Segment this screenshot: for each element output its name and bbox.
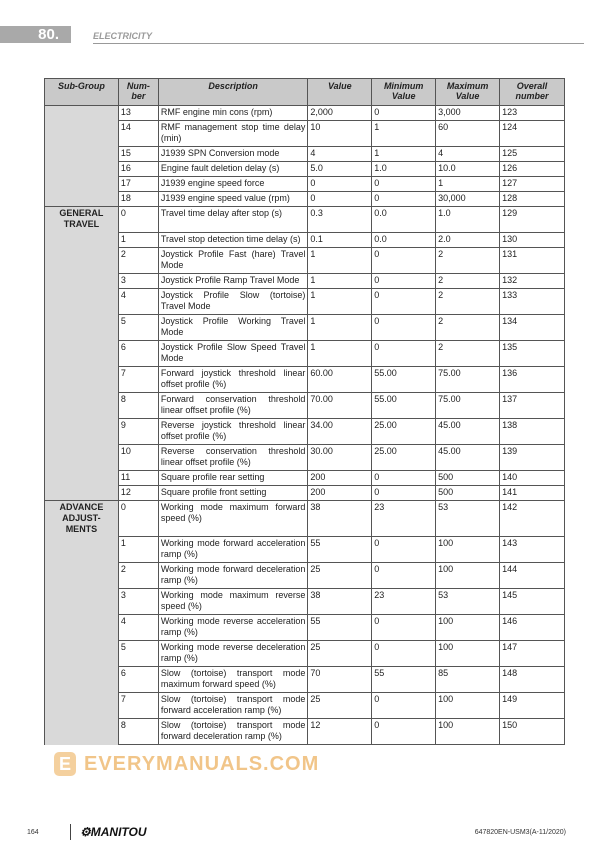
minimum-value-cell: 0 [372, 470, 436, 485]
description-cell: Reverse joystick threshold linear offset profile (%) [158, 418, 308, 444]
table-row [45, 693, 565, 719]
number-cell: 16 [118, 162, 158, 177]
number-cell: 2 [118, 247, 158, 273]
brand-gear-icon: ⚙ [80, 825, 91, 839]
description-cell: J1939 engine speed force [158, 177, 308, 192]
maximum-value-cell: 100 [436, 641, 500, 667]
description-cell: Working mode forward deceleration ramp (%) [158, 563, 308, 589]
minimum-value-cell: 55.00 [372, 392, 436, 418]
table-row [45, 485, 565, 500]
sub-group-cell [45, 147, 119, 162]
sub-group-cell [45, 392, 119, 418]
table-row [45, 340, 565, 366]
maximum-value-cell: 500 [436, 485, 500, 500]
table-row [45, 641, 565, 667]
value-cell: 25 [308, 563, 372, 589]
number-cell: 15 [118, 147, 158, 162]
maximum-value-cell: 2 [436, 288, 500, 314]
description-cell: Travel time delay after stop (s) [158, 207, 308, 233]
overall-number-cell: 144 [500, 563, 565, 589]
maximum-value-cell: 45.00 [436, 418, 500, 444]
overall-number-cell: 129 [500, 207, 565, 233]
table-row [45, 563, 565, 589]
minimum-value-cell: 55 [372, 667, 436, 693]
watermark: EVERYMANUALS.COM [84, 753, 320, 775]
number-cell: 6 [118, 340, 158, 366]
sub-group-cell [45, 693, 119, 719]
minimum-value-cell: 0 [372, 485, 436, 500]
minimum-value-cell: 0 [372, 314, 436, 340]
minimum-value-cell: 23 [372, 589, 436, 615]
maximum-value-cell: 53 [436, 500, 500, 537]
minimum-value-cell: 0 [372, 340, 436, 366]
maximum-value-cell: 30,000 [436, 192, 500, 207]
sub-group-cell [45, 106, 119, 121]
table-row [45, 719, 565, 745]
minimum-value-cell: 0 [372, 273, 436, 288]
description-cell: Slow (tortoise) transport mode forward deceleration ramp (%) [158, 719, 308, 745]
overall-number-cell: 135 [500, 340, 565, 366]
value-cell: 0.3 [308, 207, 372, 233]
sub-group-cell [45, 615, 119, 641]
value-cell: 2,000 [308, 106, 372, 121]
section-title: ELECTRICITY [93, 31, 153, 41]
number-cell: 0 [118, 500, 158, 537]
overall-number-cell: 134 [500, 314, 565, 340]
maximum-value-cell: 4 [436, 147, 500, 162]
sub-group-cell [45, 247, 119, 273]
description-cell: Joystick Profile Slow Speed Travel Mode [158, 340, 308, 366]
sub-group-cell [45, 232, 119, 247]
sub-group-cell [45, 563, 119, 589]
description-cell: Working mode maximum forward speed (%) [158, 500, 308, 537]
table-row [45, 247, 565, 273]
sub-group-cell [45, 589, 119, 615]
overall-number-cell: 142 [500, 500, 565, 537]
brand-name: MANITOU [90, 825, 147, 839]
overall-number-cell: 149 [500, 693, 565, 719]
footer-divider [70, 824, 71, 840]
sub-group-cell [45, 667, 119, 693]
value-cell: 1 [308, 314, 372, 340]
value-cell: 70 [308, 667, 372, 693]
table-row [45, 418, 565, 444]
maximum-value-cell: 75.00 [436, 366, 500, 392]
description-cell: Slow (tortoise) transport mode forward acceleration ramp (%) [158, 693, 308, 719]
header-rule [93, 43, 584, 44]
minimum-value-cell: 0 [372, 693, 436, 719]
number-cell: 1 [118, 537, 158, 563]
minimum-value-cell: 0 [372, 563, 436, 589]
maximum-value-cell: 100 [436, 719, 500, 745]
sub-group-cell [45, 340, 119, 366]
minimum-value-cell: 0 [372, 641, 436, 667]
chapter-number: 80. [0, 26, 71, 43]
description-cell: Joystick Profile Ramp Travel Mode [158, 273, 308, 288]
column-header-number: Num-ber [118, 79, 158, 106]
table-row [45, 366, 565, 392]
overall-number-cell: 124 [500, 121, 565, 147]
number-cell: 10 [118, 444, 158, 470]
table-row [45, 500, 565, 537]
table-header-row [45, 79, 565, 106]
overall-number-cell: 147 [500, 641, 565, 667]
number-cell: 11 [118, 470, 158, 485]
value-cell: 55 [308, 615, 372, 641]
sub-group-cell [45, 418, 119, 444]
value-cell: 4 [308, 147, 372, 162]
number-cell: 5 [118, 641, 158, 667]
overall-number-cell: 128 [500, 192, 565, 207]
overall-number-cell: 133 [500, 288, 565, 314]
sub-group-cell: GENERAL TRAVEL [45, 207, 119, 233]
table-row [45, 106, 565, 121]
value-cell: 70.00 [308, 392, 372, 418]
brand-logo [80, 825, 147, 839]
minimum-value-cell: 0 [372, 719, 436, 745]
table-row [45, 232, 565, 247]
maximum-value-cell: 10.0 [436, 162, 500, 177]
description-cell: Slow (tortoise) transport mode maximum forward speed (%) [158, 667, 308, 693]
column-header-sub-group: Sub-Group [45, 79, 119, 106]
value-cell: 0 [308, 177, 372, 192]
sub-group-cell [45, 719, 119, 745]
column-header-maximum-value: Maximum Value [436, 79, 500, 106]
sub-group-cell [45, 288, 119, 314]
overall-number-cell: 141 [500, 485, 565, 500]
description-cell: Joystick Profile Working Travel Mode [158, 314, 308, 340]
value-cell: 12 [308, 719, 372, 745]
description-cell: Forward joystick threshold linear offset profile (%) [158, 366, 308, 392]
number-cell: 9 [118, 418, 158, 444]
description-cell: J1939 engine speed value (rpm) [158, 192, 308, 207]
maximum-value-cell: 1.0 [436, 207, 500, 233]
minimum-value-cell: 0 [372, 537, 436, 563]
table-row [45, 162, 565, 177]
description-cell: J1939 SPN Conversion mode [158, 147, 308, 162]
number-cell: 7 [118, 366, 158, 392]
maximum-value-cell: 2 [436, 340, 500, 366]
table-row [45, 444, 565, 470]
overall-number-cell: 136 [500, 366, 565, 392]
value-cell: 0.1 [308, 232, 372, 247]
description-cell: Travel stop detection time delay (s) [158, 232, 308, 247]
number-cell: 0 [118, 207, 158, 233]
table-row [45, 147, 565, 162]
description-cell: Working mode reverse acceleration ramp (%) [158, 615, 308, 641]
description-cell: Working mode maximum reverse speed (%) [158, 589, 308, 615]
column-header-minimum-value: Minimum Value [372, 79, 436, 106]
sub-group-cell [45, 444, 119, 470]
minimum-value-cell: 0 [372, 247, 436, 273]
number-cell: 1 [118, 232, 158, 247]
number-cell: 4 [118, 615, 158, 641]
minimum-value-cell: 55.00 [372, 366, 436, 392]
maximum-value-cell: 2.0 [436, 232, 500, 247]
overall-number-cell: 126 [500, 162, 565, 177]
maximum-value-cell: 100 [436, 563, 500, 589]
description-cell: Joystick Profile Fast (hare) Travel Mode [158, 247, 308, 273]
maximum-value-cell: 85 [436, 667, 500, 693]
content-area [44, 78, 565, 777]
maximum-value-cell: 2 [436, 314, 500, 340]
maximum-value-cell: 3,000 [436, 106, 500, 121]
value-cell: 25 [308, 641, 372, 667]
description-cell: RMF management stop time delay (min) [158, 121, 308, 147]
table-row [45, 288, 565, 314]
maximum-value-cell: 75.00 [436, 392, 500, 418]
number-cell: 4 [118, 288, 158, 314]
watermark-row [44, 751, 565, 777]
overall-number-cell: 127 [500, 177, 565, 192]
value-cell: 34.00 [308, 418, 372, 444]
overall-number-cell: 131 [500, 247, 565, 273]
description-cell: Engine fault deletion delay (s) [158, 162, 308, 177]
value-cell: 1 [308, 247, 372, 273]
number-cell: 2 [118, 563, 158, 589]
table-row [45, 537, 565, 563]
overall-number-cell: 145 [500, 589, 565, 615]
sub-group-cell [45, 470, 119, 485]
overall-number-cell: 146 [500, 615, 565, 641]
overall-number-cell: 125 [500, 147, 565, 162]
column-header-value: Value [308, 79, 372, 106]
maximum-value-cell: 60 [436, 121, 500, 147]
document-reference: 647820EN-USM3(A-11/2020) [474, 829, 566, 836]
value-cell: 5.0 [308, 162, 372, 177]
table-row [45, 314, 565, 340]
description-cell: Square profile front setting [158, 485, 308, 500]
sub-group-cell [45, 121, 119, 147]
sub-group-cell: ADVANCE ADJUST-MENTS [45, 500, 119, 537]
table-body [45, 106, 565, 745]
parameters-table [44, 78, 565, 745]
overall-number-cell: 140 [500, 470, 565, 485]
value-cell: 25 [308, 693, 372, 719]
overall-number-cell: 139 [500, 444, 565, 470]
minimum-value-cell: 0 [372, 615, 436, 641]
overall-number-cell: 138 [500, 418, 565, 444]
number-cell: 7 [118, 693, 158, 719]
maximum-value-cell: 2 [436, 247, 500, 273]
overall-number-cell: 137 [500, 392, 565, 418]
description-cell: Working mode reverse deceleration ramp (%) [158, 641, 308, 667]
column-header-description: Description [158, 79, 308, 106]
description-cell: Square profile rear setting [158, 470, 308, 485]
sub-group-cell [45, 366, 119, 392]
table-row [45, 192, 565, 207]
sub-group-cell [45, 177, 119, 192]
value-cell: 1 [308, 288, 372, 314]
value-cell: 200 [308, 470, 372, 485]
table-row [45, 273, 565, 288]
minimum-value-cell: 0.0 [372, 207, 436, 233]
overall-number-cell: 130 [500, 232, 565, 247]
minimum-value-cell: 1 [372, 147, 436, 162]
number-cell: 3 [118, 589, 158, 615]
minimum-value-cell: 1.0 [372, 162, 436, 177]
description-cell: Forward conservation threshold linear offset profile (%) [158, 392, 308, 418]
minimum-value-cell: 0 [372, 177, 436, 192]
table-row [45, 392, 565, 418]
number-cell: 8 [118, 719, 158, 745]
value-cell: 30.00 [308, 444, 372, 470]
overall-number-cell: 143 [500, 537, 565, 563]
maximum-value-cell: 100 [436, 615, 500, 641]
number-cell: 6 [118, 667, 158, 693]
sub-group-cell [45, 192, 119, 207]
number-cell: 8 [118, 392, 158, 418]
maximum-value-cell: 53 [436, 589, 500, 615]
number-cell: 18 [118, 192, 158, 207]
number-cell: 12 [118, 485, 158, 500]
overall-number-cell: 132 [500, 273, 565, 288]
sub-group-cell [45, 537, 119, 563]
value-cell: 200 [308, 485, 372, 500]
page-number: 164 [27, 829, 39, 836]
column-header-overall-number: Overall number [500, 79, 565, 106]
description-cell: Joystick Profile Slow (tortoise) Travel Mode [158, 288, 308, 314]
maximum-value-cell: 500 [436, 470, 500, 485]
maximum-value-cell: 100 [436, 693, 500, 719]
minimum-value-cell: 25.00 [372, 444, 436, 470]
minimum-value-cell: 1 [372, 121, 436, 147]
table-row [45, 207, 565, 233]
overall-number-cell: 148 [500, 667, 565, 693]
table-row [45, 121, 565, 147]
value-cell: 55 [308, 537, 372, 563]
value-cell: 1 [308, 340, 372, 366]
watermark-logo-icon: E [54, 752, 76, 776]
description-cell: Working mode forward acceleration ramp (%) [158, 537, 308, 563]
overall-number-cell: 123 [500, 106, 565, 121]
value-cell: 1 [308, 273, 372, 288]
value-cell: 38 [308, 589, 372, 615]
table-row [45, 667, 565, 693]
value-cell: 0 [308, 192, 372, 207]
minimum-value-cell: 0 [372, 192, 436, 207]
number-cell: 17 [118, 177, 158, 192]
sub-group-cell [45, 162, 119, 177]
minimum-value-cell: 23 [372, 500, 436, 537]
sub-group-cell [45, 314, 119, 340]
table-row [45, 615, 565, 641]
minimum-value-cell: 0 [372, 106, 436, 121]
sub-group-cell [45, 485, 119, 500]
table-row [45, 177, 565, 192]
value-cell: 10 [308, 121, 372, 147]
number-cell: 14 [118, 121, 158, 147]
maximum-value-cell: 100 [436, 537, 500, 563]
minimum-value-cell: 25.00 [372, 418, 436, 444]
value-cell: 38 [308, 500, 372, 537]
number-cell: 13 [118, 106, 158, 121]
table-row [45, 470, 565, 485]
maximum-value-cell: 2 [436, 273, 500, 288]
overall-number-cell: 150 [500, 719, 565, 745]
sub-group-cell [45, 641, 119, 667]
description-cell: Reverse conservation threshold linear offset profile (%) [158, 444, 308, 470]
minimum-value-cell: 0 [372, 288, 436, 314]
number-cell: 5 [118, 314, 158, 340]
table-row [45, 589, 565, 615]
description-cell: RMF engine min cons (rpm) [158, 106, 308, 121]
maximum-value-cell: 45.00 [436, 444, 500, 470]
sub-group-cell [45, 273, 119, 288]
number-cell: 3 [118, 273, 158, 288]
value-cell: 60.00 [308, 366, 372, 392]
maximum-value-cell: 1 [436, 177, 500, 192]
minimum-value-cell: 0.0 [372, 232, 436, 247]
